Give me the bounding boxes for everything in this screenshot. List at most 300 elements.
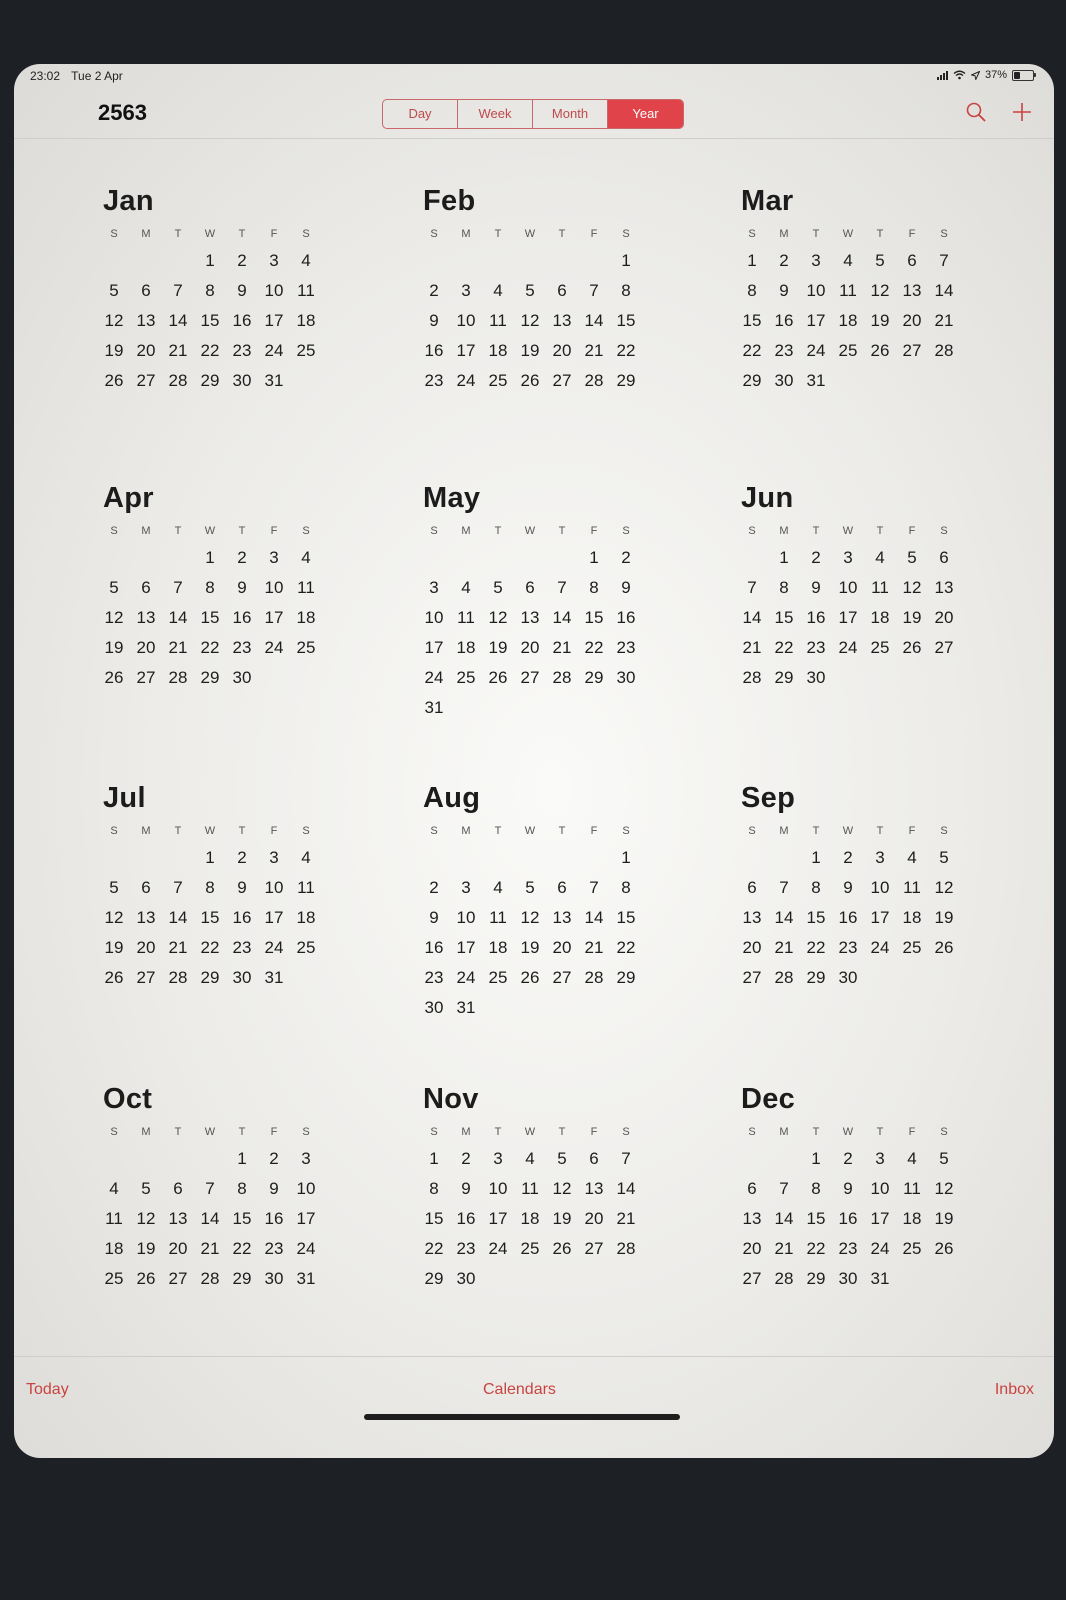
day-cell[interactable]: 14 (584, 311, 604, 330)
day-cell[interactable]: 8 (747, 281, 757, 300)
day-cell[interactable]: 9 (779, 281, 789, 300)
day-cell[interactable]: 3 (875, 848, 885, 867)
day-cell[interactable]: 19 (104, 938, 124, 957)
day-cell[interactable]: 12 (488, 608, 508, 627)
day-cell[interactable]: 30 (838, 968, 858, 987)
day-cell[interactable]: 19 (552, 1209, 572, 1228)
day-cell[interactable]: 19 (488, 638, 508, 657)
plus-icon[interactable] (1012, 102, 1032, 122)
day-cell[interactable]: 21 (168, 341, 188, 360)
day-cell[interactable]: 3 (461, 878, 471, 897)
day-cell[interactable]: 15 (232, 1209, 252, 1228)
day-cell[interactable]: 29 (806, 968, 826, 987)
day-cell[interactable]: 1 (589, 548, 599, 567)
day-cell[interactable]: 27 (742, 1269, 762, 1288)
day-cell[interactable]: 6 (141, 578, 151, 597)
day-cell[interactable]: 8 (589, 578, 599, 597)
day-cell[interactable]: 5 (109, 281, 119, 300)
day-cell[interactable]: 28 (168, 968, 188, 987)
day-cell[interactable]: 1 (237, 1149, 247, 1168)
day-cell[interactable]: 6 (525, 578, 535, 597)
day-cell[interactable]: 7 (939, 251, 949, 270)
day-cell[interactable]: 22 (200, 341, 220, 360)
day-cell[interactable]: 16 (264, 1209, 284, 1228)
day-cell[interactable]: 30 (232, 668, 252, 687)
day-cell[interactable]: 28 (584, 968, 604, 987)
day-cell[interactable]: 11 (105, 1209, 123, 1228)
day-cell[interactable]: 10 (456, 908, 476, 927)
day-cell[interactable]: 19 (934, 1209, 954, 1228)
day-cell[interactable]: 26 (104, 668, 124, 687)
day-cell[interactable]: 21 (168, 638, 188, 657)
day-cell[interactable]: 7 (173, 578, 183, 597)
segment-week[interactable]: Week (458, 100, 533, 128)
day-cell[interactable]: 16 (806, 608, 826, 627)
day-cell[interactable]: 9 (843, 878, 853, 897)
day-cell[interactable]: 29 (584, 668, 604, 687)
day-cell[interactable]: 5 (907, 548, 917, 567)
day-cell[interactable]: 1 (779, 548, 789, 567)
day-cell[interactable]: 22 (232, 1239, 252, 1258)
day-cell[interactable]: 17 (488, 1209, 508, 1228)
segment-month[interactable]: Month (533, 100, 608, 128)
day-cell[interactable]: 19 (934, 908, 954, 927)
day-cell[interactable]: 26 (934, 1239, 954, 1258)
day-cell[interactable]: 15 (742, 311, 762, 330)
day-cell[interactable]: 11 (457, 608, 475, 627)
day-cell[interactable]: 22 (774, 638, 794, 657)
day-cell[interactable]: 23 (232, 938, 252, 957)
day-cell[interactable]: 14 (168, 311, 188, 330)
day-cell[interactable]: 2 (843, 1149, 853, 1168)
day-cell[interactable]: 9 (429, 908, 439, 927)
day-cell[interactable]: 12 (552, 1179, 572, 1198)
day-cell[interactable]: 9 (237, 878, 247, 897)
day-cell[interactable]: 1 (621, 848, 631, 867)
day-cell[interactable]: 20 (584, 1209, 604, 1228)
day-cell[interactable]: 13 (552, 908, 572, 927)
day-cell[interactable]: 30 (838, 1269, 858, 1288)
day-cell[interactable]: 8 (205, 578, 215, 597)
month-sep[interactable] (736, 779, 960, 993)
day-cell[interactable]: 23 (616, 638, 636, 657)
day-cell[interactable]: 25 (838, 341, 858, 360)
day-cell[interactable]: 31 (424, 698, 444, 717)
day-cell[interactable]: 25 (902, 938, 922, 957)
day-cell[interactable]: 23 (774, 341, 794, 360)
day-cell[interactable]: 6 (747, 1179, 757, 1198)
day-cell[interactable]: 24 (456, 371, 476, 390)
day-cell[interactable]: 20 (902, 311, 922, 330)
day-cell[interactable]: 12 (136, 1209, 156, 1228)
day-cell[interactable]: 22 (200, 638, 220, 657)
day-cell[interactable]: 10 (488, 1179, 508, 1198)
day-cell[interactable]: 4 (493, 878, 503, 897)
day-cell[interactable]: 7 (589, 281, 599, 300)
day-cell[interactable]: 16 (232, 608, 252, 627)
day-cell[interactable]: 10 (424, 608, 444, 627)
day-cell[interactable]: 23 (838, 1239, 858, 1258)
day-cell[interactable]: 17 (264, 908, 284, 927)
month-jan[interactable] (98, 182, 322, 396)
day-cell[interactable]: 23 (232, 341, 252, 360)
day-cell[interactable]: 25 (488, 371, 508, 390)
day-cell[interactable]: 15 (200, 311, 220, 330)
day-cell[interactable]: 10 (806, 281, 826, 300)
month-apr[interactable] (98, 479, 322, 693)
day-cell[interactable]: 27 (136, 371, 156, 390)
day-cell[interactable]: 27 (552, 371, 572, 390)
day-cell[interactable]: 2 (621, 548, 631, 567)
day-cell[interactable]: 11 (903, 1179, 921, 1198)
day-cell[interactable]: 2 (461, 1149, 471, 1168)
day-cell[interactable]: 17 (296, 1209, 316, 1228)
day-cell[interactable]: 5 (109, 878, 119, 897)
day-cell[interactable]: 10 (870, 878, 890, 897)
day-cell[interactable]: 19 (104, 638, 124, 657)
day-cell[interactable]: 5 (557, 1149, 567, 1168)
day-cell[interactable]: 18 (838, 311, 858, 330)
day-cell[interactable]: 12 (902, 578, 922, 597)
day-cell[interactable]: 29 (774, 668, 794, 687)
month-aug[interactable] (418, 779, 642, 1023)
year-title[interactable]: 2563 (98, 100, 147, 125)
day-cell[interactable]: 7 (779, 878, 789, 897)
day-cell[interactable]: 30 (232, 371, 252, 390)
day-cell[interactable]: 8 (811, 878, 821, 897)
day-cell[interactable]: 18 (902, 908, 922, 927)
day-cell[interactable]: 14 (616, 1179, 636, 1198)
day-cell[interactable]: 21 (742, 638, 762, 657)
day-cell[interactable]: 25 (488, 968, 508, 987)
day-cell[interactable]: 24 (870, 1239, 890, 1258)
day-cell[interactable]: 3 (301, 1149, 311, 1168)
day-cell[interactable]: 1 (747, 251, 757, 270)
day-cell[interactable]: 21 (934, 311, 954, 330)
day-cell[interactable]: 13 (136, 608, 156, 627)
day-cell[interactable]: 3 (875, 1149, 885, 1168)
day-cell[interactable]: 12 (104, 608, 124, 627)
day-cell[interactable]: 22 (806, 1239, 826, 1258)
day-cell[interactable]: 14 (742, 608, 762, 627)
day-cell[interactable]: 21 (774, 938, 794, 957)
day-cell[interactable]: 26 (902, 638, 922, 657)
day-cell[interactable]: 18 (870, 608, 890, 627)
day-cell[interactable]: 14 (584, 908, 604, 927)
day-cell[interactable]: 6 (173, 1179, 183, 1198)
day-cell[interactable]: 18 (296, 908, 316, 927)
day-cell[interactable]: 21 (584, 938, 604, 957)
day-cell[interactable]: 5 (525, 281, 535, 300)
day-cell[interactable]: 18 (902, 1209, 922, 1228)
day-cell[interactable]: 13 (902, 281, 922, 300)
day-cell[interactable]: 5 (493, 578, 503, 597)
day-cell[interactable]: 2 (237, 848, 247, 867)
day-cell[interactable]: 2 (843, 848, 853, 867)
day-cell[interactable]: 2 (269, 1149, 279, 1168)
day-cell[interactable]: 14 (552, 608, 572, 627)
day-cell[interactable]: 11 (839, 281, 857, 300)
day-cell[interactable]: 31 (264, 968, 284, 987)
day-cell[interactable]: 3 (811, 251, 821, 270)
day-cell[interactable]: 28 (200, 1269, 220, 1288)
day-cell[interactable]: 20 (520, 638, 540, 657)
day-cell[interactable]: 6 (939, 548, 949, 567)
day-cell[interactable]: 4 (301, 251, 311, 270)
day-cell[interactable]: 21 (552, 638, 572, 657)
day-cell[interactable]: 7 (589, 878, 599, 897)
day-cell[interactable]: 8 (779, 578, 789, 597)
day-cell[interactable]: 26 (934, 938, 954, 957)
day-cell[interactable]: 27 (520, 668, 540, 687)
day-cell[interactable]: 22 (742, 341, 762, 360)
day-cell[interactable]: 9 (237, 281, 247, 300)
day-cell[interactable]: 14 (934, 281, 954, 300)
day-cell[interactable]: 13 (136, 311, 156, 330)
day-cell[interactable]: 26 (870, 341, 890, 360)
day-cell[interactable]: 14 (200, 1209, 220, 1228)
day-cell[interactable]: 3 (269, 848, 279, 867)
day-cell[interactable]: 19 (870, 311, 890, 330)
day-cell[interactable]: 11 (297, 281, 315, 300)
day-cell[interactable]: 23 (806, 638, 826, 657)
day-cell[interactable]: 25 (296, 341, 316, 360)
day-cell[interactable]: 4 (843, 251, 853, 270)
day-cell[interactable]: 10 (296, 1179, 316, 1198)
day-cell[interactable]: 2 (429, 281, 439, 300)
day-cell[interactable]: 4 (301, 848, 311, 867)
day-cell[interactable]: 20 (742, 1239, 762, 1258)
day-cell[interactable]: 26 (136, 1269, 156, 1288)
day-cell[interactable]: 16 (456, 1209, 476, 1228)
day-cell[interactable]: 22 (424, 1239, 444, 1258)
day-cell[interactable]: 19 (104, 341, 124, 360)
day-cell[interactable]: 6 (141, 878, 151, 897)
day-cell[interactable]: 13 (934, 578, 954, 597)
day-cell[interactable]: 4 (907, 848, 917, 867)
day-cell[interactable]: 3 (493, 1149, 503, 1168)
day-cell[interactable]: 25 (296, 638, 316, 657)
day-cell[interactable]: 17 (456, 938, 476, 957)
day-cell[interactable]: 7 (173, 878, 183, 897)
day-cell[interactable]: 21 (200, 1239, 220, 1258)
day-cell[interactable]: 9 (429, 311, 439, 330)
day-cell[interactable]: 1 (621, 251, 631, 270)
day-cell[interactable]: 20 (742, 938, 762, 957)
day-cell[interactable]: 23 (838, 938, 858, 957)
day-cell[interactable]: 25 (296, 938, 316, 957)
day-cell[interactable]: 21 (168, 938, 188, 957)
day-cell[interactable]: 18 (488, 938, 508, 957)
day-cell[interactable]: 1 (811, 848, 821, 867)
day-cell[interactable]: 24 (264, 341, 284, 360)
day-cell[interactable]: 11 (903, 878, 921, 897)
day-cell[interactable]: 28 (616, 1239, 636, 1258)
day-cell[interactable]: 24 (806, 341, 826, 360)
day-cell[interactable]: 17 (264, 608, 284, 627)
day-cell[interactable]: 8 (621, 281, 631, 300)
day-cell[interactable]: 6 (557, 878, 567, 897)
day-cell[interactable]: 27 (136, 668, 156, 687)
day-cell[interactable]: 18 (488, 341, 508, 360)
day-cell[interactable]: 13 (168, 1209, 188, 1228)
day-cell[interactable]: 28 (552, 668, 572, 687)
day-cell[interactable]: 22 (616, 341, 636, 360)
day-cell[interactable]: 8 (205, 281, 215, 300)
day-cell[interactable]: 26 (104, 371, 124, 390)
day-cell[interactable]: 19 (520, 341, 540, 360)
day-cell[interactable]: 30 (264, 1269, 284, 1288)
day-cell[interactable]: 16 (838, 908, 858, 927)
day-cell[interactable]: 2 (237, 548, 247, 567)
day-cell[interactable]: 4 (301, 548, 311, 567)
day-cell[interactable]: 6 (557, 281, 567, 300)
day-cell[interactable]: 20 (136, 638, 156, 657)
day-cell[interactable]: 27 (584, 1239, 604, 1258)
day-cell[interactable]: 26 (520, 371, 540, 390)
day-cell[interactable]: 6 (747, 878, 757, 897)
day-cell[interactable]: 1 (429, 1149, 439, 1168)
day-cell[interactable]: 7 (621, 1149, 631, 1168)
day-cell[interactable]: 17 (806, 311, 826, 330)
day-cell[interactable]: 17 (264, 311, 284, 330)
day-cell[interactable]: 26 (104, 968, 124, 987)
day-cell[interactable]: 2 (811, 548, 821, 567)
day-cell[interactable]: 4 (525, 1149, 535, 1168)
day-cell[interactable]: 3 (269, 251, 279, 270)
day-cell[interactable]: 24 (456, 968, 476, 987)
day-cell[interactable]: 5 (875, 251, 885, 270)
day-cell[interactable]: 31 (456, 998, 476, 1017)
month-jul[interactable] (98, 779, 322, 993)
day-cell[interactable]: 9 (843, 1179, 853, 1198)
day-cell[interactable]: 24 (838, 638, 858, 657)
day-cell[interactable]: 19 (520, 938, 540, 957)
day-cell[interactable]: 18 (520, 1209, 540, 1228)
day-cell[interactable]: 30 (232, 968, 252, 987)
day-cell[interactable]: 18 (104, 1239, 124, 1258)
day-cell[interactable]: 30 (424, 998, 444, 1017)
month-jun[interactable] (736, 479, 960, 693)
day-cell[interactable]: 23 (456, 1239, 476, 1258)
day-cell[interactable]: 28 (774, 1269, 794, 1288)
day-cell[interactable]: 17 (870, 908, 890, 927)
month-oct[interactable] (98, 1080, 322, 1294)
day-cell[interactable]: 25 (902, 1239, 922, 1258)
search-icon[interactable] (966, 102, 986, 122)
day-cell[interactable]: 27 (136, 968, 156, 987)
inbox-button[interactable]: Inbox (994, 1381, 1034, 1398)
day-cell[interactable]: 11 (489, 908, 507, 927)
day-cell[interactable]: 19 (136, 1239, 156, 1258)
day-cell[interactable]: 29 (200, 371, 220, 390)
day-cell[interactable]: 18 (296, 311, 316, 330)
day-cell[interactable]: 13 (742, 1209, 762, 1228)
day-cell[interactable]: 12 (870, 281, 890, 300)
day-cell[interactable]: 22 (806, 938, 826, 957)
day-cell[interactable]: 17 (870, 1209, 890, 1228)
day-cell[interactable]: 18 (296, 608, 316, 627)
day-cell[interactable]: 24 (424, 668, 444, 687)
day-cell[interactable]: 22 (616, 938, 636, 957)
day-cell[interactable]: 4 (493, 281, 503, 300)
day-cell[interactable]: 9 (269, 1179, 279, 1198)
day-cell[interactable]: 13 (742, 908, 762, 927)
day-cell[interactable]: 21 (616, 1209, 636, 1228)
day-cell[interactable]: 1 (811, 1149, 821, 1168)
day-cell[interactable]: 8 (237, 1179, 247, 1198)
day-cell[interactable]: 31 (806, 371, 826, 390)
day-cell[interactable]: 14 (168, 908, 188, 927)
day-cell[interactable]: 1 (205, 548, 215, 567)
day-cell[interactable]: 31 (264, 371, 284, 390)
day-cell[interactable]: 23 (424, 968, 444, 987)
day-cell[interactable]: 23 (232, 638, 252, 657)
day-cell[interactable]: 21 (584, 341, 604, 360)
day-cell[interactable]: 15 (200, 608, 220, 627)
day-cell[interactable]: 31 (296, 1269, 316, 1288)
day-cell[interactable]: 7 (173, 281, 183, 300)
day-cell[interactable]: 5 (939, 1149, 949, 1168)
day-cell[interactable]: 29 (806, 1269, 826, 1288)
day-cell[interactable]: 7 (747, 578, 757, 597)
day-cell[interactable]: 21 (774, 1239, 794, 1258)
today-button[interactable]: Today (26, 1381, 69, 1398)
day-cell[interactable]: 28 (168, 668, 188, 687)
day-cell[interactable]: 30 (806, 668, 826, 687)
day-cell[interactable]: 10 (264, 878, 284, 897)
day-cell[interactable]: 29 (742, 371, 762, 390)
day-cell[interactable]: 15 (774, 608, 794, 627)
day-cell[interactable]: 16 (424, 938, 444, 957)
day-cell[interactable]: 27 (742, 968, 762, 987)
day-cell[interactable]: 28 (168, 371, 188, 390)
day-cell[interactable]: 1 (205, 251, 215, 270)
day-cell[interactable]: 25 (520, 1239, 540, 1258)
day-cell[interactable]: 4 (875, 548, 885, 567)
day-cell[interactable]: 29 (200, 968, 220, 987)
day-cell[interactable]: 10 (870, 1179, 890, 1198)
day-cell[interactable]: 18 (456, 638, 476, 657)
day-cell[interactable]: 6 (907, 251, 917, 270)
day-cell[interactable]: 16 (838, 1209, 858, 1228)
day-cell[interactable]: 12 (104, 311, 124, 330)
day-cell[interactable]: 8 (429, 1179, 439, 1198)
day-cell[interactable]: 20 (136, 341, 156, 360)
day-cell[interactable]: 24 (264, 938, 284, 957)
day-cell[interactable]: 13 (136, 908, 156, 927)
day-cell[interactable]: 30 (456, 1269, 476, 1288)
day-cell[interactable]: 14 (168, 608, 188, 627)
day-cell[interactable]: 15 (584, 608, 604, 627)
day-cell[interactable]: 13 (520, 608, 540, 627)
day-cell[interactable]: 27 (934, 638, 954, 657)
day-cell[interactable]: 9 (811, 578, 821, 597)
day-cell[interactable]: 24 (296, 1239, 316, 1258)
home-indicator[interactable] (364, 1414, 680, 1420)
day-cell[interactable]: 17 (838, 608, 858, 627)
day-cell[interactable]: 23 (424, 371, 444, 390)
day-cell[interactable]: 9 (237, 578, 247, 597)
day-cell[interactable]: 15 (806, 1209, 826, 1228)
day-cell[interactable]: 25 (870, 638, 890, 657)
day-cell[interactable]: 25 (456, 668, 476, 687)
day-cell[interactable]: 11 (871, 578, 889, 597)
day-cell[interactable]: 20 (934, 608, 954, 627)
day-cell[interactable]: 12 (520, 311, 540, 330)
day-cell[interactable]: 31 (870, 1269, 890, 1288)
calendars-button[interactable]: Calendars (483, 1381, 556, 1398)
